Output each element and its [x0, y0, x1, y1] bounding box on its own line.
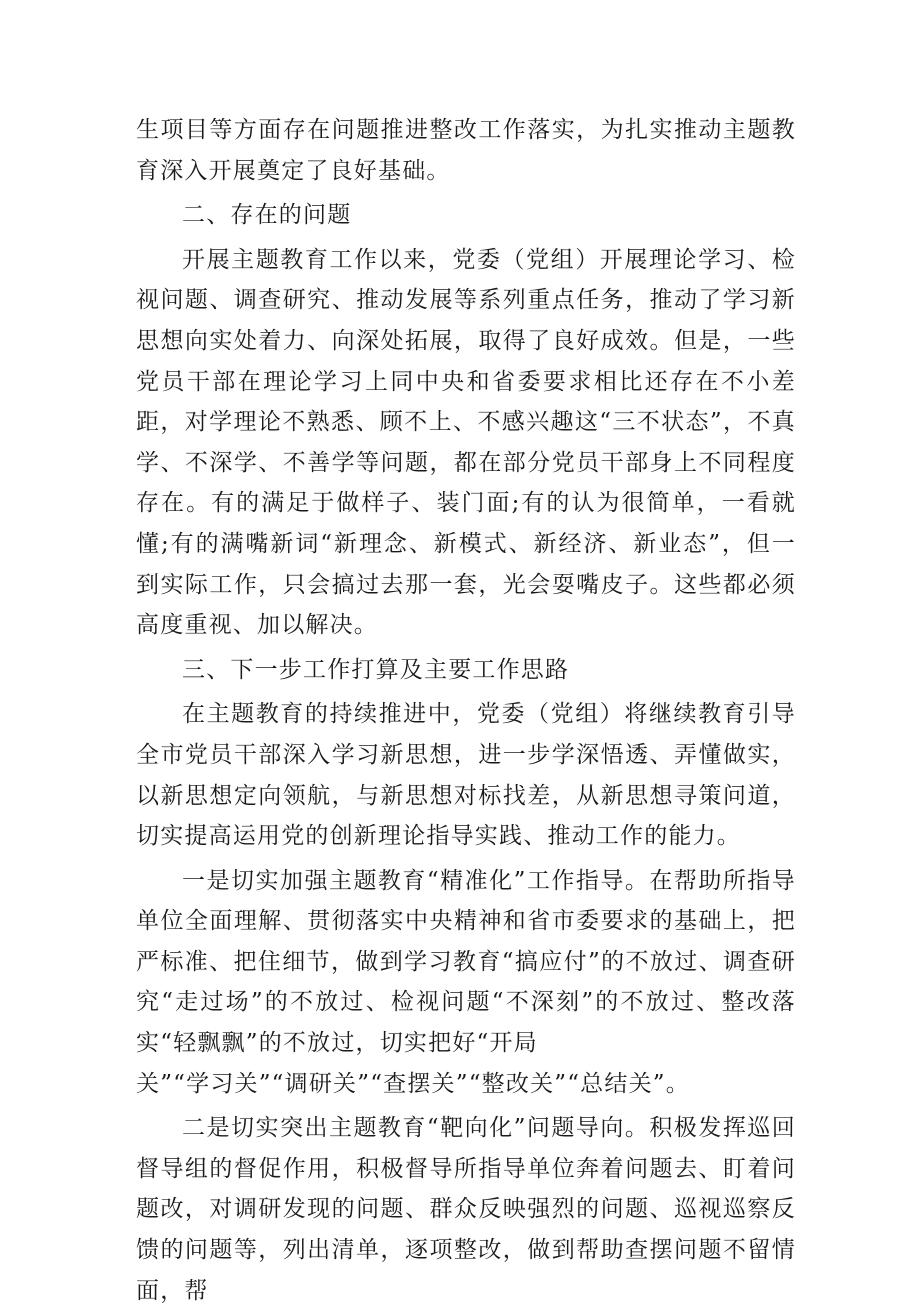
paragraph-point-one: 一是切实加强主题教育“精准化”工作指导。在帮助所指导单位全面理解、贯彻落实中央精神和省市委要求的基础上，把严标准、把住细节，做到学习教育“搞应付”的不放过、调查研究“走过场”的不放过、检视问题“不深刻”的不放过、整改落实“轻飘飘”的不放过，切实把好“开局 — [136, 867, 796, 1057]
section-heading-problems: 二、存在的问题 — [182, 202, 352, 229]
paragraph-next-steps-intro: 在主题教育的持续推进中，党委（党组）将继续教育引导全市党员干部深入学习新思想，进一步学深悟透、弄懂做实，以新思想定向领航，与新思想对标找差，从新思想寻策问道，切实提高运用党的创新理论指导实践、推动工作的能力。 — [136, 701, 796, 850]
document-body — [136, 110, 796, 1311]
section-heading-next-steps: 三、下一步工作打算及主要工作思路 — [182, 656, 570, 683]
paragraph-problems-body: 开展主题教育工作以来，党委（党组）开展理论学习、检视问题、调查研究、推动发展等系列重点任务，推动了学习新思想向实处着力、向深处拓展，取得了良好成效。但是，一些党员干部在理论学习上同中央和省委要求相比还存在不小差距，对学理论不熟悉、顾不上、不感兴趣这“三不状态”，不真学、不深学、不善学等问题，都在部分党员干部身上不同程度存在。有的满足于做样子、装门面;有的认为很简单，一看就懂;有的满嘴新词“新理念、新模式、新经济、新业态”，但一到实际工作，只会搞过去那一套，光会耍嘴皮子。这些都必须高度重视、加以解决。 — [136, 246, 796, 639]
paragraph-point-one-continuation: 关”“学习关”“调研关”“查摆关”“整改关”“总结关”。 — [136, 1070, 690, 1097]
paragraph-point-two: 二是切实突出主题教育“靶向化”问题导向。积极发挥巡回督导组的督促作用，积极督导所指导单位奔着问题去、盯着问题改，对调研发现的问题、群众反映强烈的问题、巡视巡察反馈的问题等，列出清单，逐项整改，做到帮助查摆问题不留情面，帮 — [136, 1115, 796, 1304]
paragraph-continuation-1: 生项目等方面存在问题推进整改工作落实，为扎实推动主题教育深入开展奠定了良好基础。 — [136, 117, 796, 184]
